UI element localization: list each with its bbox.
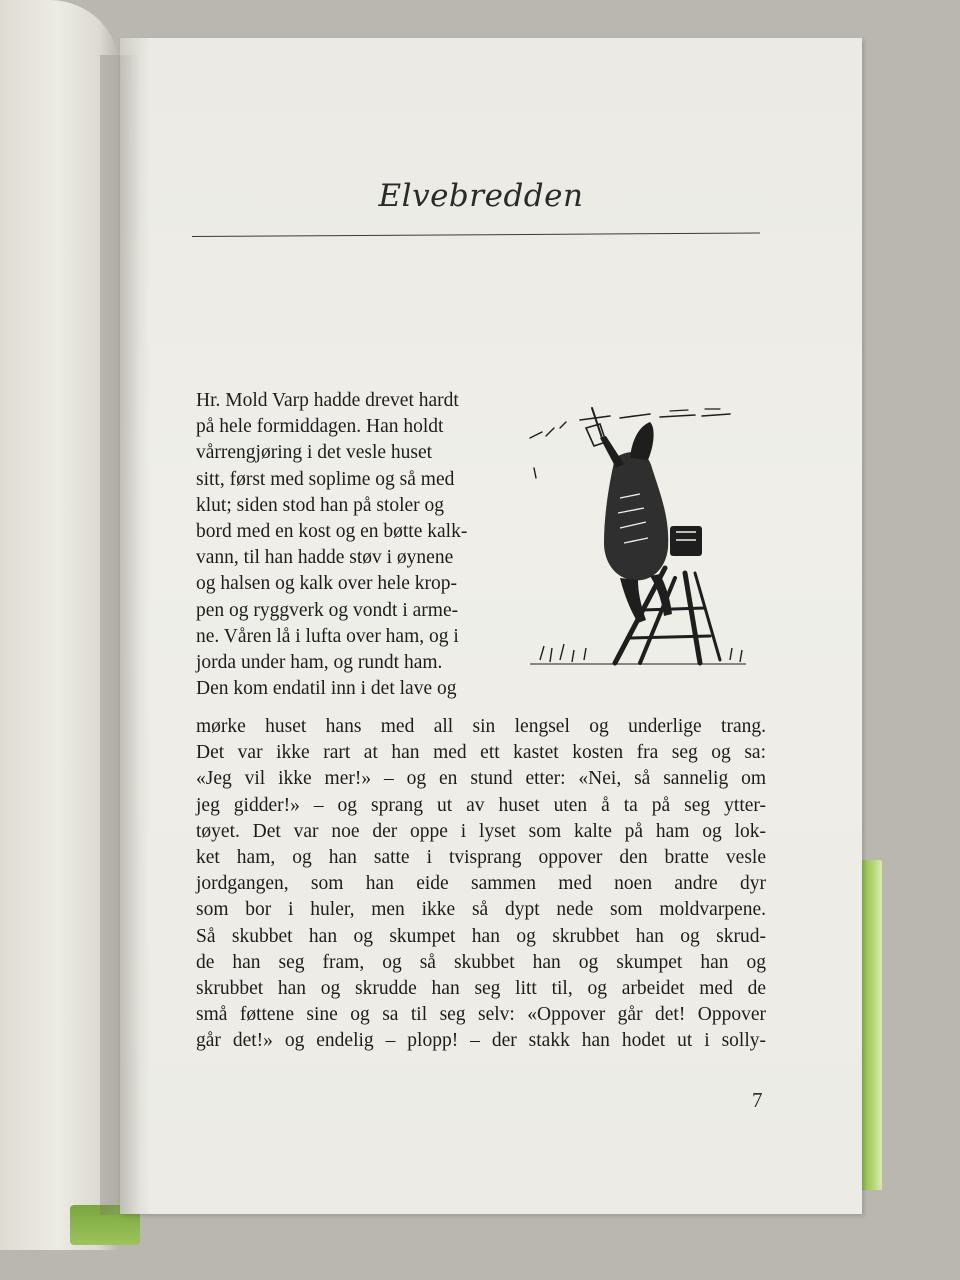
text-line: pen og ryggverk og vondt i arme- <box>196 599 459 621</box>
paragraph-wide <box>196 714 766 1054</box>
page-number: 7 <box>752 1088 763 1112</box>
mole-on-ladder-illustration <box>520 398 750 668</box>
text-line: på hele formiddagen. Han holdt <box>196 416 444 438</box>
text-line: klut; siden stod han på stoler og <box>196 494 445 516</box>
text-line: mørke huset hans med all sin lengsel og underlige trang. <box>196 716 766 737</box>
page-gutter-shade <box>120 38 150 1214</box>
text-line: ne. Våren lå i lufta over ham, og i <box>196 625 459 647</box>
text-line: jeg gidder!» – og sprang ut av huset uten å ta på seg ytter- <box>196 794 766 816</box>
text-line: Den kom endatil inn i det lave og <box>196 678 457 700</box>
text-line: jordgangen, som han eide sammen med noen andre dyr <box>196 873 766 895</box>
text-line: går det!» og endelig – plopp! – der stakk han hodet ut i solly- <box>196 1030 766 1052</box>
text-line: Det var ikke rart at han med ett kastet kosten fra seg og sa: <box>196 742 766 764</box>
text-line: de han seg fram, og så skubbet han og skumpet han og <box>196 951 766 973</box>
text-line: vann, til han hadde støv i øynene <box>196 547 454 569</box>
text-line: Så skubbet han og skumpet han og skrubbet han og skrud- <box>196 925 766 947</box>
text-line: ket ham, og han satte i tvisprang oppover den bratte vesle <box>196 846 766 868</box>
text-line: Hr. Mold Varp hadde drevet hardt <box>196 390 459 411</box>
left-page-edge <box>0 0 120 1250</box>
text-line: som bor i huler, men ikke så dypt nede som moldvarpene. <box>196 899 766 921</box>
text-line: jorda under ham, og rundt ham. <box>196 651 443 673</box>
paragraph-narrow <box>196 388 536 702</box>
text-line: sitt, først med soplime og så med <box>196 468 455 490</box>
text-line: og halsen og kalk over hele krop- <box>196 573 458 595</box>
chapter-title: Elvebredden <box>378 178 584 214</box>
text-line: tøyet. Det var noe der oppe i lyset som kalte på ham og lok- <box>196 820 766 842</box>
text-line: små føttene sine og sa til seg selv: «Oppover går det! Oppover <box>196 1004 766 1026</box>
book-page <box>120 38 862 1214</box>
text-line: skrubbet han og skrudde han seg litt til, og arbeidet med de <box>196 977 766 999</box>
title-rule <box>192 233 760 237</box>
text-line: «Jeg vil ikke mer!» – og en stund etter: «Nei, så sannelig om <box>196 768 766 790</box>
text-line: bord med en kost og en bøtte kalk- <box>196 520 468 542</box>
text-line: vårrengjøring i det vesle huset <box>196 442 433 464</box>
